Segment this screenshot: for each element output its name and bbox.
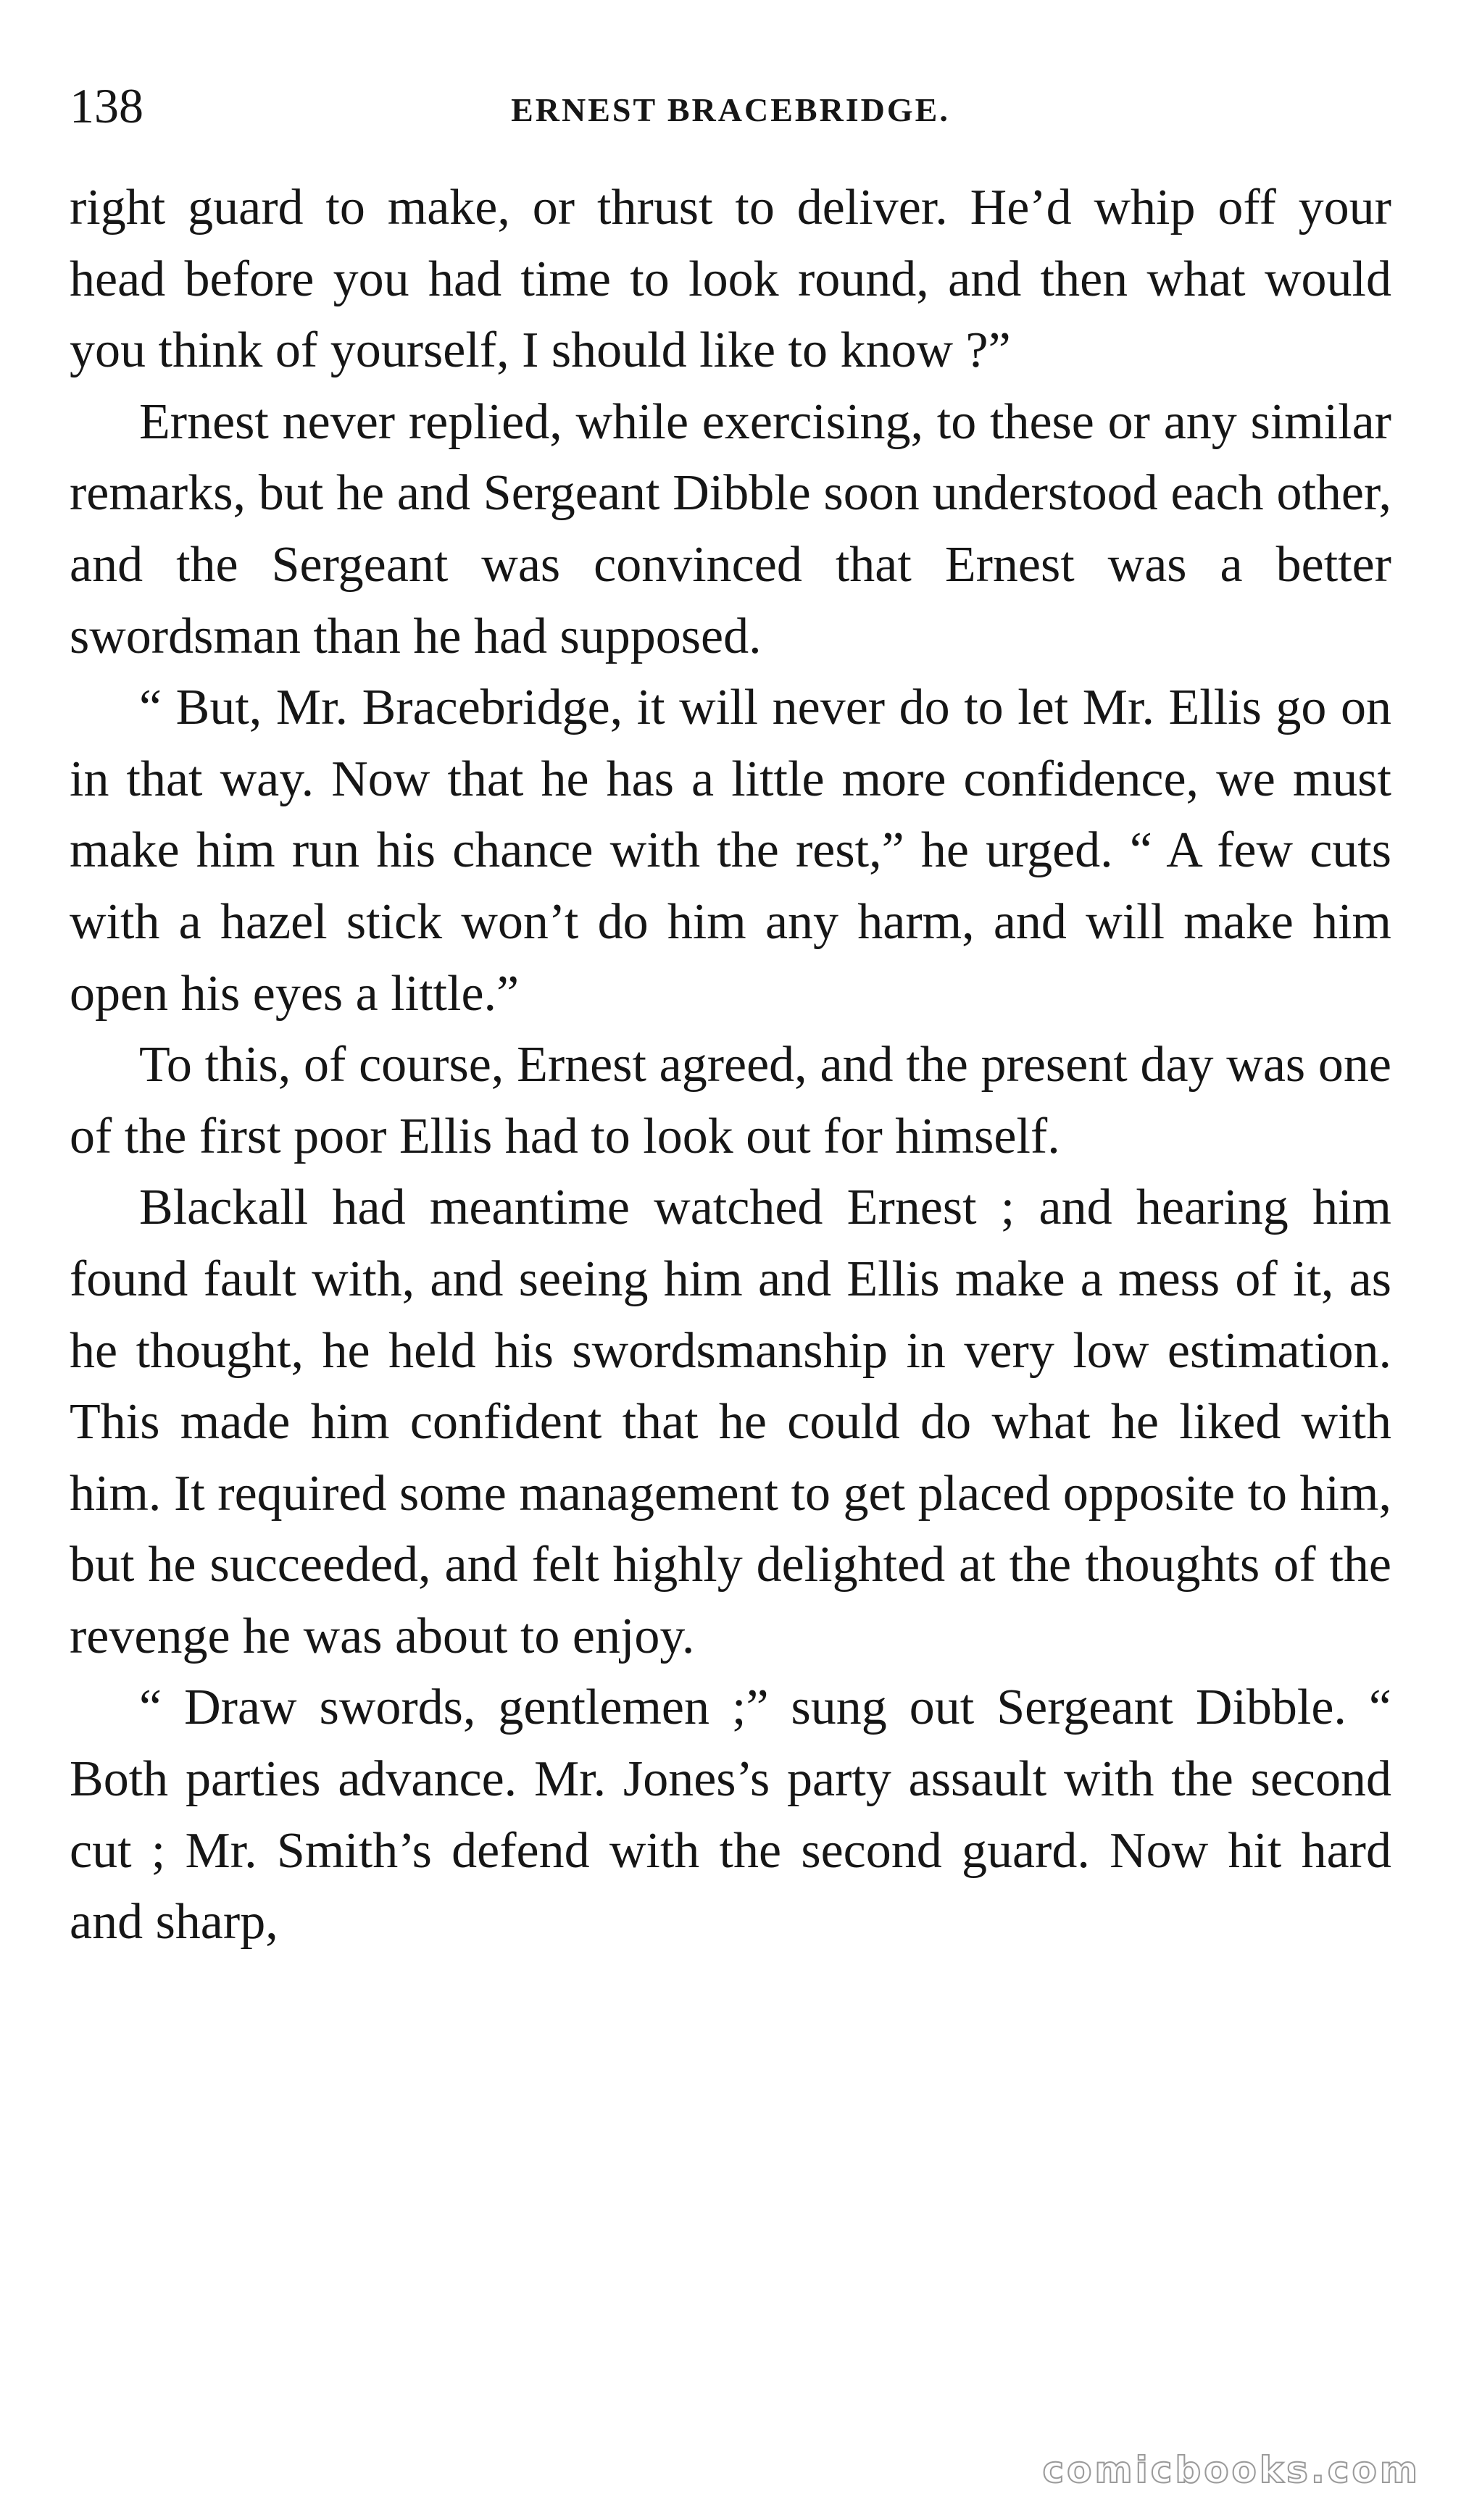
paragraph: Blackall had meantime watched Ernest ; and hearing him found fault with, and seeing him and Ellis make a mess of it, as he thought, he held his swordsmanship in very low estimation. This made him confident that he could do what he liked with him. It required some management to get placed opposite to him, but he succeeded, and felt highly delighted at the thoughts of the revenge he was about to enjoy.: [70, 1180, 1391, 1664]
page-number: 138: [70, 78, 143, 133]
watermark: comicbooks.com: [1042, 2449, 1420, 2491]
paragraph: “ But, Mr. Bracebridge, it will never do to let Mr. Ellis go on in that way. Now that he has a little more confidence, we must make him run his chance with the rest,” he urged. “ A few cuts with a hazel stick won’t do him any harm, and will make him open his eyes a little.”: [70, 680, 1391, 1022]
page-header: [70, 70, 1391, 142]
paragraph: To this, of course, Ernest agreed, and the present day was one of the first poor Ellis had to look out for himself.: [70, 1037, 1391, 1164]
paragraph: “ Draw swords, gentlemen ;” sung out Sergeant Dibble. “ Both parties advance. Mr. Jones’s party assault with the second cut ; Mr. Smith’s defend with the second guard. Now hit hard and sharp,: [70, 1680, 1391, 1951]
running-title: ERNEST BRACEBRIDGE.: [511, 91, 950, 128]
body-text: [70, 172, 1391, 1958]
paragraph: Ernest never replied, while exercising, to these or any similar remarks, but he and Sergeant Dibble soon understood each other, and the Sergeant was convinced that Ernest was a better swordsman than he had supposed.: [70, 393, 1391, 664]
paragraph-continued: right guard to make, or thrust to deliver. He’d whip off your head before you had time to look round, and then what would you think of yourself, I should like to know ?”: [70, 180, 1391, 379]
